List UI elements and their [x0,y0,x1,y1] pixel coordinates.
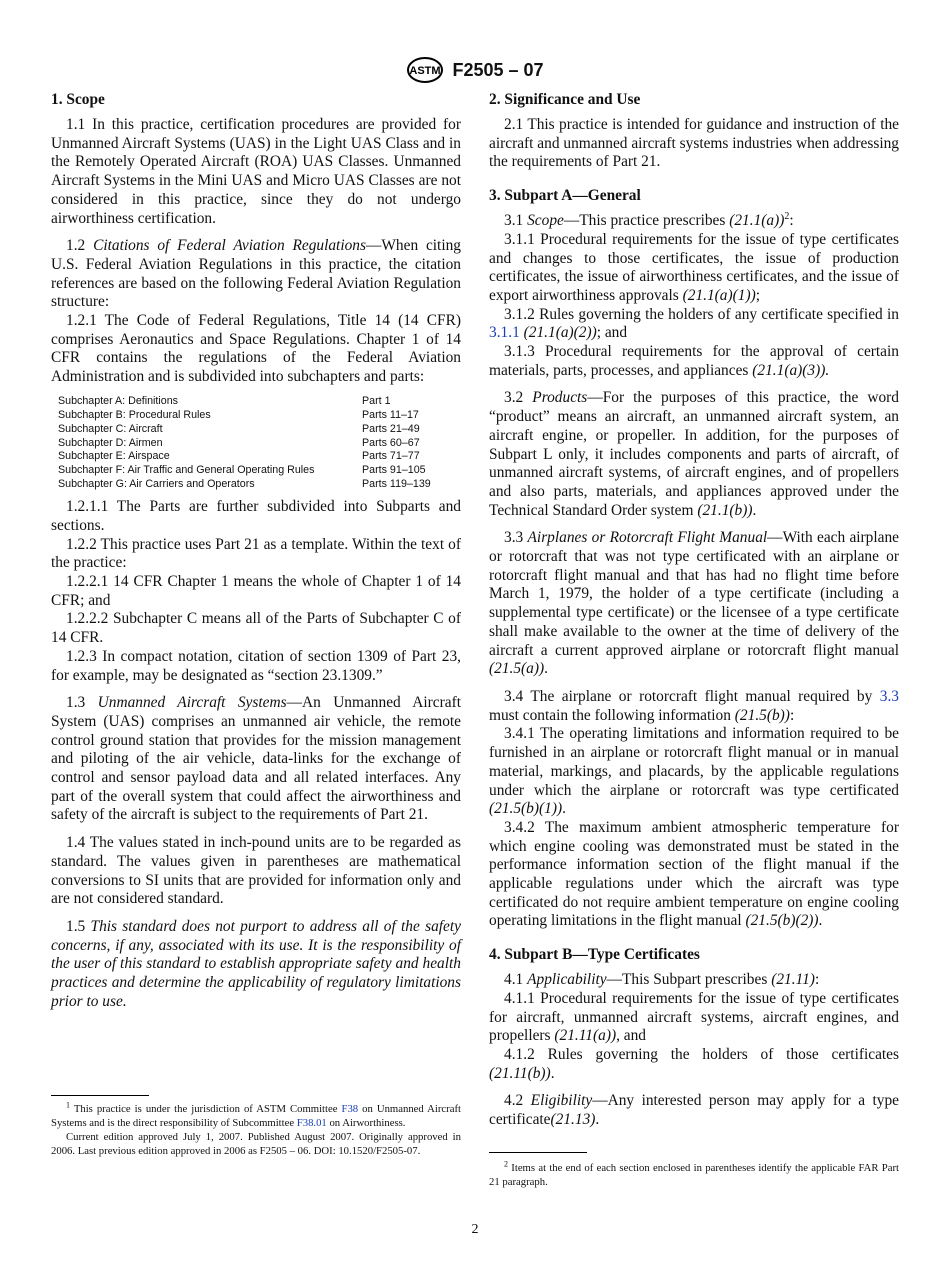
page-number: 2 [471,1222,479,1237]
para-3-1-2: 3.1.2 Rules governing the holders of any certificate specified in 3.1.1 (21.1(a)(2)); and [489,305,899,342]
table-row: Subchapter E: Airspace Parts 71–77 [58,450,420,463]
para-1-5: 1.5 This standard does not purport to address all of the safety concerns, if any, associated with its use. It is the responsibility of the user of this standard to establish appropriate safety and health practices and determine the applicability of regulatory limitations prior to use. [51,917,461,1010]
table-row: Subchapter D: Airmen Parts 60–67 [58,436,420,449]
para-1-4: 1.4 The values stated in inch-pound units are to be regarded as standard. The values given in parentheses are mathematical conversions to SI units that are provided for information only and are not considered standard. [51,834,461,908]
para-4-1-2: 4.1.2 Rules governing the holders of those certificates (21.11(b)). [489,1045,899,1082]
section-4-title: 4. Subpart B—Type Certificates [489,946,700,964]
svg-text:ASTM: ASTM [409,65,442,77]
para-1-2: 1.2 Citations of Federal Aviation Regulations—When citing U.S. Federal Aviation Regulations in this practice, the citation references are based on the following Federal Aviation Regulation structure: [51,237,461,311]
para-1-2-2-2: 1.2.2.2 Subchapter C means all of the Parts of Subchapter C of 14 CFR. [51,610,461,647]
footnote-1: $^1$ This practice is under the jurisdiction of ASTM Committee F38 on Unmanned Aircraft Systems and is the direct responsibility of Subcommittee F38.01 on Airworthiness. Current edition approved July 1, 2007. Published August 2007. Originally approved in 2006. Last previous edition approved in 2006 as F2505 – 06. DOI: 10.1520/F2505-07. [51,1100,462,1157]
para-3-1-3: 3.1.3 Procedural requirements for the approval of certain materials, parts, processes, and appliances (21.1(a)(3)). [489,343,899,379]
left-column [51,90,461,1011]
link-f38[interactable]: F38 [341,1103,359,1115]
link-f38-01[interactable]: F38.01 [296,1116,327,1129]
para-4-2: 4.2 Eligibility—Any interested person may apply for a type certificate(21.13). [489,1092,899,1129]
table-row: Subchapter A: Definitions Part 1 [58,394,391,407]
table-row: Subchapter B: Procedural Rules Parts 11–17 [58,408,419,421]
para-3-4-1: 3.4.1 The operating limitations and information required to be furnished in an airplane or rotorcraft flight manual or in manual material, markings, and placards, by the applicable regulations under which the airplane or rotorcraft was type certificated (21.5(b)(1)). [489,725,899,818]
para-1-2-3: 1.2.3 In compact notation, citation of section 1309 of Part 23, for example, may be designated as “section 23.1309.” [51,647,461,684]
subchapter-table [58,395,458,492]
para-4-1: 4.1 Applicability—This Subpart prescribes (21.11): [504,971,820,989]
right-column [489,90,899,1130]
table-row: Subchapter C: Aircraft Parts 21–49 [58,422,420,435]
para-1-1: 1.1 In this practice, certification procedures are provided for Unmanned Aircraft Systems (UAS) in the Light UAS Class and in the Remotely Operated Aircraft (ROA) UAS Classes. Unmanned Aircraft Systems in the Mini UAS and Micro UAS Classes are not considered in this practice, since they do not undergo airworthiness certification. [51,116,461,227]
para-3-4-2: 3.4.2 The maximum ambient atmospheric temperature for which engine cooling was demonstrated must be stated in the performance information section of the flight manual if the applicable regulations under which the aircraft was type certificated do not require ambient temperature on engine cooling operating limitations in the flight manual (21.5(b)(2)). [489,818,899,930]
document-designation: F2505 – 07 [452,59,544,80]
para-3-3: 3.3 Airplanes or Rotorcraft Flight Manual—With each airplane or rotorcraft that was not type certificated with an airplane or rotorcraft flight manual and that has had no flight time before March 1, 1979, the holder of a type certificate (including a supplemental type certificate) or the licensee of a type certificate shall make available to the owner at the time of delivery of the aircraft a current approved airplane or rotorcraft flight manual (21.5(a)). [489,529,899,678]
section-2-title: 2. Significance and Use [489,91,641,108]
para-1-2-2-1: 1.2.2.1 14 CFR Chapter 1 means the whole of Chapter 1 of 14 CFR; and [51,573,461,609]
para-3-4: 3.4 The airplane or rotorcraft flight manual required by 3.3 must contain the following information (21.5(b)): [489,687,899,724]
para-1-2-1: 1.2.1 The Code of Federal Regulations, Title 14 (14 CFR) comprises Aeronautics and Space Regulations. Chapter 1 of 14 CFR contains the regulations of the Federal Aviation Administration and is subdivided into subchapters and parts: [51,312,461,386]
page-header [0,56,950,84]
para-3-1: 3.1 Scope—This practice prescribes $(21.1(a))^2$: [504,210,794,230]
section-1-title: 1. Scope [51,91,105,108]
para-2-1: 2.1 This practice is intended for guidance and instruction of the aircraft and unmanned aircraft systems industries when addressing the requirements of Part 21. [489,116,899,171]
para-3-2: 3.2 Products—For the purposes of this practice, the word “product” means an aircraft, an unmanned aircraft system, an aircraft engine, or propeller. In addition, for the purposes of Subpart L only, it includes components and parts of aircraft, of unmanned aircraft systems, of aircraft engines, and of propellers and also parts, materials, and appliances approved under the Technical Standard Order system (21.1(b)). [489,389,899,519]
link-3-3[interactable]: 3.3 [879,687,899,705]
para-1-3: 1.3 Unmanned Aircraft Systems—An Unmanned Aircraft System (UAS) comprises an unmanned air vehicle, the remote control ground station that provides for the mission management and piloting of the air vehicle, data-links for the exchange of control and sensor payload data and all related interfaces. Any part of the overall system that could affect the airworthiness and safety of the aircraft is subject to the requirements of Part 21. [51,694,461,824]
footnote-rule [51,1095,149,1096]
footnote-2: $^2$ Items at the end of each section enclosed in parentheses identify the applicable FAR Part 21 paragraph. [489,1159,899,1188]
astm-logo-icon [406,56,444,84]
para-1-2-1-1: 1.2.1.1 The Parts are further subdivided into Subparts and sections. [51,498,461,534]
table-row: Subchapter F: Air Traffic and General Operating Rules Parts 91–105 [58,464,426,477]
para-4-1-1: 4.1.1 Procedural requirements for the issue of type certificates for aircraft, unmanned aircraft systems, aircraft engines, and propellers (21.11(a)), and [489,989,899,1045]
para-1-2-2: 1.2.2 This practice uses Part 21 as a template. Within the text of the practice: [51,535,461,572]
para-3-1-1: 3.1.1 Procedural requirements for the issue of type certificates and changes to those certificates, the issue of production certificates, the issue of airworthiness certificates, and the issue of export airworthiness approvals (21.1(a)(1)); [489,230,899,304]
footnote-rule [489,1152,587,1153]
section-3-title: 3. Subpart A—General [489,187,641,205]
link-3-1-1[interactable]: 3.1.1 [489,324,520,342]
table-row: Subchapter G: Air Carriers and Operators Parts 119–139 [58,478,431,491]
